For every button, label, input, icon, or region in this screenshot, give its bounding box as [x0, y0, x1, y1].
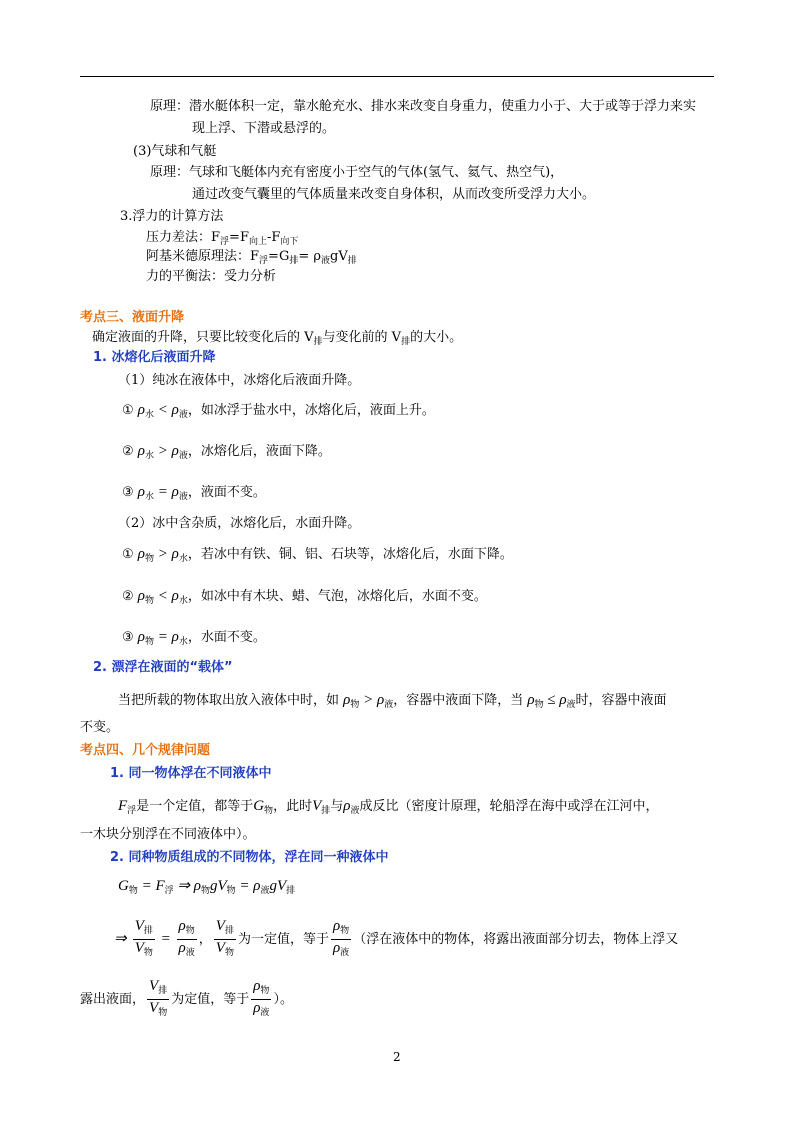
subscript: 物	[350, 699, 360, 709]
text: ，容器中液面下降，当	[393, 693, 524, 708]
subheading-ice-melting: 1. 冰熔化后液面升降	[93, 350, 216, 365]
rho-symbol: ρ	[137, 402, 145, 418]
symbol-G: G	[118, 878, 129, 894]
principle-balloon-line1: 原理：气球和飞艇体内充有密度小于空气的气体(氢气、氦气、热空气)，	[150, 165, 564, 180]
subscript: 物	[128, 885, 138, 895]
rho-symbol: ρ	[193, 878, 201, 894]
operator: ≤	[543, 692, 560, 708]
text: 成反比（密度计原理，轮船浮在海中或浮在江河中，	[359, 799, 659, 814]
subscript: 排	[313, 337, 323, 347]
force-balance-method: 力的平衡法：受力分析	[146, 269, 277, 284]
text: 压力差法：F	[146, 230, 221, 245]
subscript: 水	[178, 595, 188, 605]
principle-submarine-line1: 原理：潜水艇体积一定，靠水舱充水、排水来改变自身重力，使重力小于、大于或等于浮力来实	[150, 99, 697, 114]
rho-symbol: ρ	[377, 692, 385, 708]
rho-symbol: ρ	[332, 940, 341, 956]
fraction-density	[331, 918, 351, 961]
subscript: 水	[178, 636, 188, 646]
rho-symbol: ρ	[137, 484, 145, 500]
subscript: 排	[143, 925, 153, 935]
subscript: 浮	[127, 805, 137, 815]
text: 为定值，等于	[171, 992, 250, 1007]
subscript: 液	[260, 1007, 270, 1017]
subheading-same-substance: 2. 同种物质组成的不同物体，浮在同一种液体中	[110, 850, 389, 865]
symbol-V: V	[217, 878, 227, 894]
rho-symbol: ρ	[171, 588, 179, 604]
text: 当把所载的物体取出放入液体中时，如	[118, 693, 340, 708]
operator: =	[235, 878, 254, 894]
circled-number: ③	[122, 485, 138, 500]
header-rule	[80, 76, 714, 77]
balloon-heading: (3)气球和气艇	[133, 144, 217, 159]
symbol-V: V	[215, 940, 225, 956]
operator: =	[154, 484, 172, 500]
principle-submarine-line2: 现上浮、下潜或悬浮的。	[192, 121, 336, 136]
rho-symbol: ρ	[178, 918, 186, 934]
symbol-F: F	[118, 798, 128, 814]
rho-symbol: ρ	[137, 588, 145, 604]
symbol-V: V	[134, 918, 144, 934]
fraction-volume	[147, 978, 169, 1021]
page-number: 2	[393, 1050, 401, 1064]
section-4-heading: 考点四、几个规律问题	[80, 743, 211, 758]
carrier-paragraph-line1	[118, 691, 667, 713]
principle-balloon-line2: 通过改变气囊里的气体质量来改变自身体积，从而改变所受浮力大小。	[192, 187, 596, 202]
text: 阿基米德原理法：F	[146, 249, 260, 264]
text: ，液面不变。	[187, 485, 266, 500]
text: -F	[266, 230, 281, 245]
carrier-paragraph-line2: 不变。	[80, 720, 120, 735]
subscript: 排	[347, 256, 357, 266]
subscript: 物	[145, 636, 155, 646]
subscript: 向下	[280, 237, 299, 247]
text: =F	[229, 230, 249, 245]
same-object-paragraph-line2: 一木块分别浮在不同液体中）。	[80, 827, 256, 842]
rho-symbol: ρ	[559, 692, 567, 708]
rho-symbol: ρ	[527, 692, 535, 708]
text: ，此时	[273, 799, 313, 814]
equation-1	[118, 877, 295, 899]
text: = ρ	[298, 249, 322, 264]
subscript: 物	[143, 947, 153, 957]
subscript: 排	[224, 925, 234, 935]
rho-symbol: ρ	[171, 629, 179, 645]
circled-number: ①	[122, 403, 138, 418]
case-pure-1	[122, 401, 435, 423]
symbol-V: V	[277, 878, 287, 894]
subscript: 水	[178, 553, 188, 563]
rho-symbol: ρ	[137, 546, 145, 562]
subscript: 物	[224, 947, 234, 957]
subscript: 液	[178, 450, 188, 460]
subscript: 物	[145, 553, 155, 563]
fraction-density	[251, 978, 271, 1021]
text: 为一定值，等于	[237, 932, 329, 947]
symbol-G: G	[253, 798, 265, 814]
symbol-F: F	[155, 878, 165, 894]
pure-ice-heading: （1）纯冰在液体中，冰熔化后液面升降。	[118, 373, 361, 388]
subscript: 水	[145, 409, 155, 419]
subscript: 排	[401, 337, 411, 347]
subscript: 排	[158, 985, 168, 995]
circled-number: ①	[122, 547, 138, 562]
calc-methods-heading: 3.浮力的计算方法	[120, 209, 224, 224]
subscript: 排	[289, 256, 299, 266]
text: ，若冰中有铁、铜、铝、石块等，冰熔化后，水面下降。	[187, 547, 513, 562]
subscript: 排	[286, 885, 296, 895]
text: ，如冰浮于盐水中，冰熔化后，液面上升。	[187, 403, 435, 418]
fraction-density	[177, 918, 197, 961]
subscript: 液	[340, 947, 350, 957]
rho-symbol: ρ	[137, 443, 145, 459]
case-impure-3	[122, 628, 266, 650]
subheading-same-object: 1. 同一物体浮在不同液体中	[110, 766, 272, 781]
rho-symbol: ρ	[171, 443, 179, 459]
subscript: 液	[566, 699, 576, 709]
symbol-V: V	[134, 940, 144, 956]
text: 确定液面的升降，只要比较变化后的 V	[92, 330, 314, 345]
operator: =	[154, 629, 172, 645]
subscript: 物	[340, 925, 350, 935]
subscript: 液	[384, 699, 394, 709]
subscript: 浮	[220, 237, 230, 247]
subscript: 浮	[259, 256, 269, 266]
subscript: 水	[145, 450, 155, 460]
equation-3	[80, 978, 293, 1021]
subscript: 物	[260, 985, 270, 995]
equation-2	[114, 918, 678, 961]
operator: <	[154, 402, 172, 418]
text: ，冰熔化后，液面下降。	[187, 444, 331, 459]
subheading-floating-carrier: 2. 漂浮在液面的“载体”	[93, 660, 233, 675]
rho-symbol: ρ	[253, 1000, 261, 1016]
operator: <	[154, 588, 172, 604]
case-impure-1	[122, 545, 513, 567]
text: ）。	[273, 992, 293, 1007]
subscript: 物	[145, 595, 155, 605]
operator: =	[137, 878, 156, 894]
text: 是一个定值，都等于	[136, 799, 254, 814]
text: =G	[268, 249, 290, 264]
symbol-g: g	[269, 878, 277, 894]
subscript: 物	[185, 925, 195, 935]
case-pure-2	[122, 442, 331, 464]
subscript: 物	[226, 885, 236, 895]
operator: =	[156, 931, 175, 947]
text: 时，容器中液面	[575, 693, 667, 708]
subscript: 液	[350, 805, 360, 815]
rho-symbol: ρ	[253, 878, 261, 894]
rho-symbol: ρ	[171, 402, 179, 418]
section-3-heading: 考点三、液面升降	[80, 310, 185, 325]
text: 露出液面，	[80, 992, 146, 1007]
text: ，如冰中有木块、蜡、气泡，冰熔化后，水面不变。	[187, 589, 487, 604]
symbol-g: g	[209, 878, 218, 894]
circled-number: ②	[122, 589, 138, 604]
implies-symbol: ⇒	[114, 931, 127, 947]
rho-symbol: ρ	[253, 978, 261, 994]
text: ，	[198, 932, 212, 947]
text: 与	[330, 799, 344, 814]
symbol-V: V	[149, 978, 159, 994]
subscript: 向上	[248, 237, 267, 247]
text: （浮在液体中的物体，将露出液面部分切去，物体上浮又	[353, 932, 679, 947]
implies-symbol: ⇒	[173, 878, 194, 894]
text: ，水面不变。	[187, 630, 266, 645]
subscript: 水	[145, 491, 155, 501]
subscript: 液	[321, 256, 331, 266]
subscript: 浮	[164, 885, 174, 895]
subscript: 物	[200, 885, 210, 895]
symbol-V: V	[312, 798, 322, 814]
section-3-intro	[92, 329, 462, 351]
operator: >	[154, 546, 172, 562]
rho-symbol: ρ	[343, 692, 351, 708]
circled-number: ②	[122, 444, 138, 459]
archimedes-method	[146, 248, 357, 270]
text: 与变化前的 V	[322, 330, 402, 345]
same-object-paragraph-line1	[118, 797, 659, 819]
rho-symbol: ρ	[171, 484, 179, 500]
subscript: 排	[321, 805, 331, 815]
operator: >	[154, 443, 172, 459]
rho-symbol: ρ	[171, 546, 179, 562]
rho-symbol: ρ	[332, 918, 341, 934]
operator: >	[359, 692, 377, 708]
case-pure-3	[122, 483, 266, 505]
subscript: 物	[534, 699, 544, 709]
subscript: 液	[178, 491, 188, 501]
subscript: 液	[260, 885, 270, 895]
text: gV	[330, 249, 348, 264]
symbol-V: V	[215, 918, 225, 934]
fraction-volume	[133, 918, 155, 961]
rho-symbol: ρ	[137, 629, 145, 645]
circled-number: ③	[122, 630, 138, 645]
subscript: 物	[158, 1007, 168, 1017]
subscript: 液	[185, 947, 195, 957]
symbol-V: V	[149, 1000, 159, 1016]
text: 的大小。	[410, 330, 463, 345]
subscript: 液	[178, 409, 188, 419]
fraction-volume	[214, 918, 236, 961]
subscript: 物	[264, 805, 274, 815]
case-impure-2	[122, 587, 487, 609]
rho-symbol: ρ	[178, 940, 186, 956]
rho-symbol: ρ	[343, 798, 351, 814]
impure-ice-heading: （2）冰中含杂质，冰熔化后，水面升降。	[118, 516, 361, 531]
